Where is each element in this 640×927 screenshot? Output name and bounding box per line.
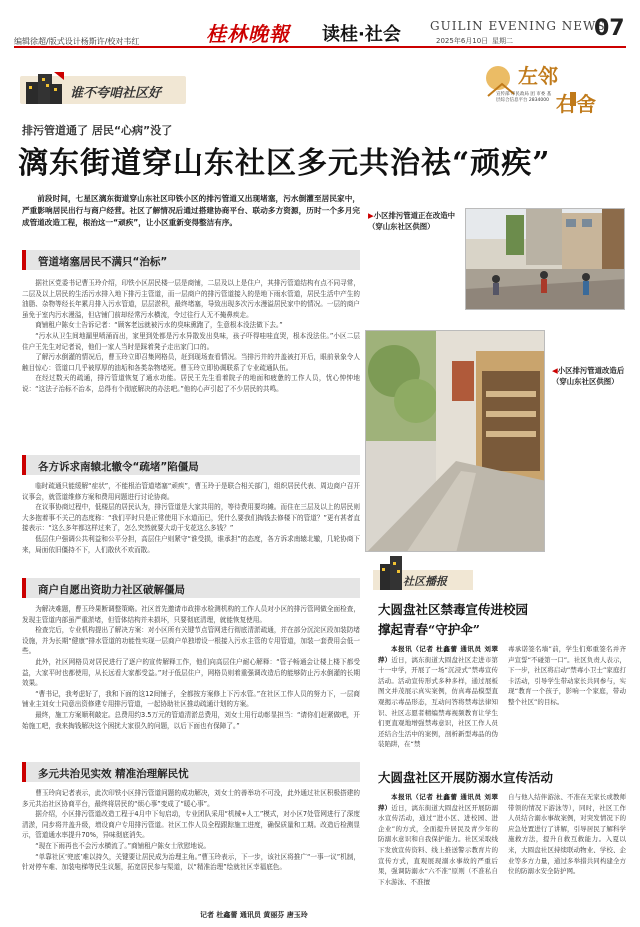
photo-caption-before [368, 210, 462, 232]
photo-under-construction [465, 208, 625, 310]
logo-text-left: 左邻 [518, 64, 558, 88]
building-icon [24, 70, 68, 104]
paragraph: 低层住户强调公共利益和公平分担，高层住户则紧守“谁受损，谁承担”的态度，各方诉求南辕北辙，几轮协商下来，局面依旧僵持不下，人们散伙不欢而散。 [22, 534, 360, 554]
section-heading-1 [22, 250, 360, 270]
page-number: 07 [594, 16, 625, 41]
paragraph: 在经过数天的疏通，排污管道恢复了通水功能。居民王先生看着院子的地面和疲惫的工作人员，忧心忡忡地说：“这法子治标不治本，总得有个彻底解决的办法吧。”他的心声引起了不少居民的共鸣。 [22, 374, 360, 393]
brief-2-text-cont: 自与他人结伴游泳、不准在无家长或教师带领的情况下游泳等），同时，社区工作人员结合溺水事故案例，对突发情况下的应急处置进行了讲解，引导居民了解科学施救方法，提升自救互救能力。入夏以来，大圆盘社区持续联动物业、学校、企业等多方力量，通过多举措共同构建全方位的防溺水安全防护网。 [508, 793, 626, 876]
section-heading-3 [22, 578, 360, 598]
paragraph: 检查完后，专业机构提出了解决方案：对小区所有关键节点管网进行彻底清淤疏通，并在部分沉淀区段加装防堵设施，并为长期“健康”排水管道的功能性实现一层商户单独增设一根接入污水主管的专用管道，加装一套费用会低一些。 [22, 626, 360, 656]
street-construction-image [466, 209, 625, 310]
brief-1-col-2 [508, 644, 626, 760]
header-divider [14, 46, 626, 48]
brief-1-title: 大圆盘社区禁毒宣传进校园 [378, 602, 529, 617]
section-body-1 [22, 278, 360, 448]
paragraph: 据社区党委书记曹玉玲介绍，印铁小区居民楼一层是商铺，二层及以上是住户，其排污管道结构有点不同寻常，二层及以上居民的生活污水排入地下排污主管道，而一层商户的排污管道接入的是地下雨水管道，居民生活中产生的油脂、杂物等经长年累月排入污水管道，层层淤积，最终堵塞，导致出现多次污水漫溢居民家中的情况。一层的商户虽免于室内污水漫溢，但店铺门前却经常污水横流，令过往行人无不掩鼻疾走。 [22, 279, 360, 319]
paragraph: 了解污水倒灌的情况后，曹玉玲立即召集网格员，赶到现场查看情况。当排污井的井盖被打开后，眼前景象令人触目惊心：管道口几乎被厚厚的油垢和各类杂物堵死。曹玉玲立即协调联系了专业疏通队伍。 [22, 353, 360, 372]
caption-arrow-icon: ◀ [552, 366, 558, 375]
newspaper-brand: 桂林晚報 [206, 22, 290, 46]
article-byline: 记者 杜鑫蕾 通讯员 黄丽芬 唐玉玲 [200, 911, 308, 919]
paragraph: 在议事协商过程中，低楼层的居民认为，排污管道是大家共用的，等待费用要均摊。而住在三层及以上的居民则大多抱着事不关己的态度称：“我们平时只是正常使用下水道而已，凭什么要我们掏钱去修楼下的管道？”更有甚者直接表示：“这么多年都这样过来了，怎么突然就要大动干戈花这么多钱？” [22, 503, 360, 533]
article-subhead: 排污管道通了 居民“心病”没了 [22, 124, 173, 137]
paragraph: “现在下雨再也不会污水横流了。”商铺租户陈女士欣慰地说。 [35, 841, 211, 850]
caption-arrow-icon: ▶ [368, 211, 374, 220]
brief-1-title-2: 撑起青春“守护伞” [378, 622, 480, 637]
section-title-4: 多元共治见实效 精准治理解民忧 [38, 768, 189, 780]
paragraph: “污水从卫生间地漏里喷涌而出，家里到处都是污水异散发出臭味，孩子吓得哇哇直哭，根本没法住。”小区二层住户王先生对记者说，他们一家人当时是踩着凳子走出家门口的。 [22, 331, 360, 351]
brief-2-col-2 [508, 792, 626, 920]
section-body-4 [22, 788, 360, 908]
photo-caption-1: 小区排污管道正在改造中（穿山东社区供图） [368, 211, 455, 231]
brief-tag: 社区播报 [403, 575, 447, 588]
photo-caption-2: 小区排污管道改造后（穿山东社区供图） [552, 366, 625, 386]
brief-2-title: 大圆盘社区开展防溺水宣传活动 [378, 770, 554, 785]
renovated-street-image [366, 331, 545, 552]
editor-credits: 编辑徐超/版式设计杨斯许/校对韦红 [14, 37, 140, 46]
paragraph: 曹玉玲向记者表示，此次印铁小区排污管道问题的成功解决，刘女士的善举功不可没，此外通过社区积极搭建的多元共治社区协商平台，最终将居民的“烦心事”变成了“暖心事”。 [22, 789, 360, 808]
section-title-1: 管道堵塞居民不满只“治标” [38, 256, 168, 268]
brief-2-source: 本报讯（记者 杜鑫蕾 通讯员 刘翠萍） [378, 793, 498, 812]
brief-1-source: 本报讯（记者 杜鑫蕾 通讯员 刘翠萍） [378, 645, 498, 664]
section-heading-4 [22, 762, 360, 782]
paragraph: “单靠社区‘兜底’难以持久，关键要让居民成为治理主角。”曹玉玲表示，下一步，该社区将推广“一事一议”机制，针对停车难、加装电梯等民生议题，拓宽居民参与渠道，以“精准治理”绘就社区幸福底色。 [22, 852, 360, 872]
logo-sponsors: 宣传部 市民政局 团 市委 基层综合信息平台 2834000 [496, 92, 552, 103]
section-heading-2 [22, 455, 360, 475]
article-lead: 前段时间，七星区漓东街道穿山东社区印铁小区的排污管道又出现堵塞，污水倒灌至居民家中，严重影响居民出行与商户经营。社区了解情况后通过搭建协商平台、联动多方资源，历时一个多月完成管道改造工程，根治这一“顽疾”，让小区重新变得整洁有序。 [22, 194, 360, 227]
paragraph: 为解决难题，曹玉玲果断调整策略。社区首先邀请市政排水检测机构的工作人员对小区的排污管网做全面检查，发现主管道内部虽严重淤堵，但管体结构并未损坏，只要彻底清理，就能恢复使用。 [22, 605, 360, 624]
photo-after-renovation [365, 330, 545, 552]
paragraph: 最终，施工方案顺利敲定。总费用约3.5万元的管道清淤总费用，刘女士用行动彰显担当：“请你们赶紧做吧，开始施工吧，我来掏钱解决这个困扰大家很久的问题，以后下面也有保障了。” [22, 710, 360, 730]
brief-1-text-cont: 毒承诺签名墙”前，学生们郑重签名并齐声宣誓“不碰第一口”。社区负责人表示，下一步，社区将启动“禁毒小卫士”家庭打卡活动，引导学生带动家长共同参与，实现“教育一个孩子，影响一个家庭，带动整个社区”的目标。 [508, 645, 626, 706]
building-icon [378, 554, 404, 590]
brief-2-col-1 [378, 792, 498, 920]
section-body-2 [22, 481, 360, 571]
logo-text-right: 右舍 [556, 92, 596, 116]
paragraph: “曹书记，我考虑好了，我和下面的这12间铺子，全都按方案修上下污水管。”在社区工作人员的努力下，一层商铺业主刘女士同意出资修建专用排污管道，一起协助社区推动疏通计划的方案。 [22, 689, 360, 709]
section-body-3 [22, 604, 360, 754]
brief-1-text: 近日，漓东街道大圆盘社区走进市第十一中学，开展了一场“沉浸式”禁毒宣传活动。活动宣传形式多种多样，通过展板图文并茂展示真实案例，仿真毒品模型直观揭示毒品形态，互动问答将禁毒法律知识、社区志愿者精编禁毒视频教育让学生们更直观地增强禁毒意识，社区工作人员还结合生活中的案例，剖析新型毒品的伪装陷阱，在“禁 [378, 655, 498, 749]
section-title-3: 商户自愿出资助力社区破解僵局 [38, 584, 185, 596]
section-name: 读桂·社会 [322, 24, 401, 45]
section-title-2: 各方诉求南辕北辙令“疏堵”陷僵局 [38, 461, 199, 473]
paragraph: 此外，社区网格员对居民进行了逐户的宣传解释工作，他们向高层住户耐心解释：“管子畅通会让楼上楼下都受益，大家平时也都使用，从长远看大家都受益。”对于低层住户，网格员则着重强调改造后的能够防止污水倒灌的长期效果。 [22, 657, 360, 688]
article-headline: 漓东街道穿山东社区多元共治祛“顽疾” [18, 146, 551, 181]
paragraph: 临时疏通只能缓解“症状”，不能根治管道堵塞“顽疾”，曹玉玲于是联合相关部门，组织居民代表、周边商户召开议事会，就管道维修方案和费用问题进行讨论协商。 [22, 482, 360, 501]
brief-1-col-1 [378, 644, 498, 760]
issue-weekday: 星期二 [492, 37, 513, 45]
issue-date: 2025年6月10日 [436, 37, 489, 45]
photo-caption-after [552, 365, 632, 387]
english-name: GUILIN EVENING NEWS [430, 19, 606, 33]
brief-2-text: 近日，漓东街道大圆盘社区开展防溺水宣传活动，通过“进小区、进校园、进企业”的方式，全面提升居民及青少年的防溺水意识和自我保护能力。社区采取线下发放宣传资料、线上推送警示教育片的宣传方式，直观展现溺水事故的严重后果，强调防溺水“六不准”原则（不准私自下水游泳、不准擅 [378, 803, 498, 886]
paragraph: 商铺租户陈女士告诉记者：“顾客老远就被污水的臭味熏跑了，生意根本没法做下去。” [35, 321, 283, 330]
column-tag: 谁不夸咱社区好 [70, 86, 162, 101]
paragraph: 据介绍，小区排污管道改造工程于4月中下旬启动，专业团队采用“机械+人工”模式，对小区7处管网进行了深度清淤，同步将井盖升级，增设商户专用排污管道。社区工作人员全程跟踪施工进度，确保质量和工期。改造后检测显示，管道通水率提升70%，异味彻底消失。 [22, 810, 360, 840]
